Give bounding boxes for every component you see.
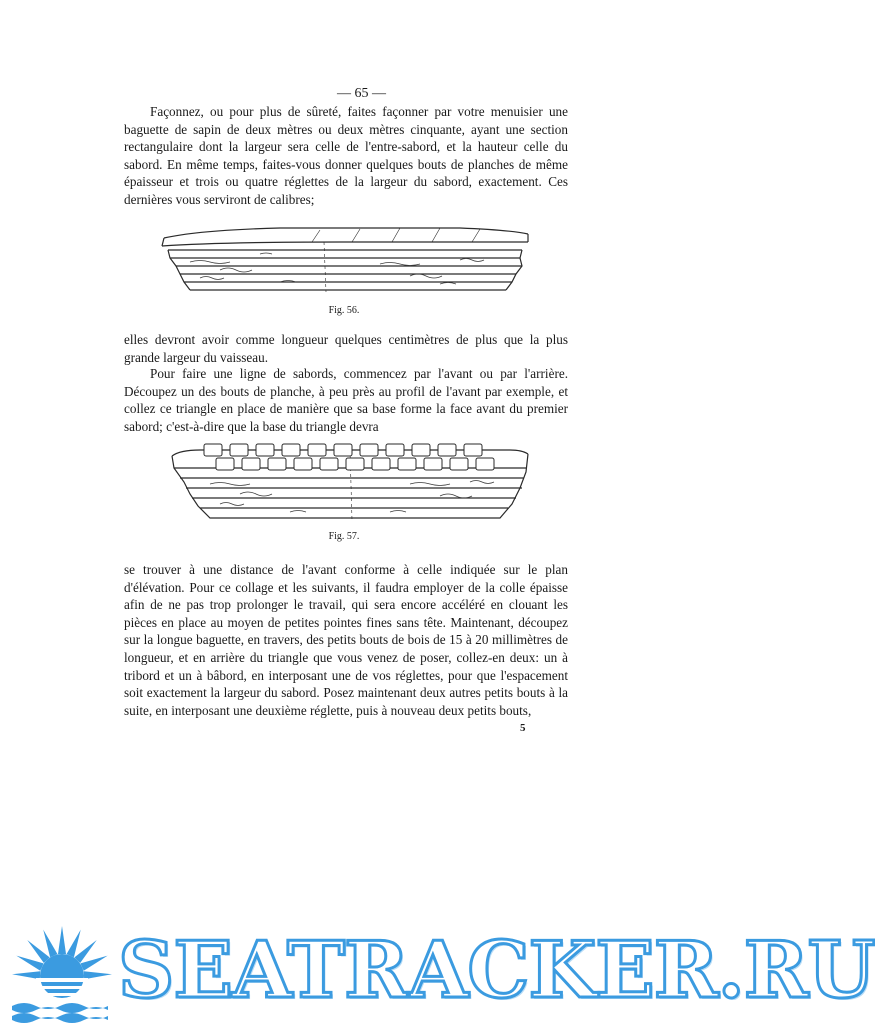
page-number: — 65 — <box>337 86 386 101</box>
paragraph-2: elles devront avoir comme longueur quelques centimètres de plus que la plus grande largeur du vaisseau. <box>124 332 568 365</box>
figure-57-hull-gunports <box>170 438 530 530</box>
paragraph-4: se trouver à une distance de l'avant conforme à celle indiquée sur le plan d'élévation. Pour ce collage et les suivants, il faudra employer de la colle épaisse afin de ne pas trop prolonger le travail, qui sera encore accéléré en clouant les pièces en place au moyen de petites pointes fines sans tête. Maintenant, découpez sur la longue baguette, en travers, des petits bouts de bois de 15 à 20 millimètres de longueur, et en arrière du triangle que vous venez de poser, collez-en deux: un à tribord et un à bâbord, en interposant une de vos réglettes, pour que l'espacement soit exactement la largeur du sabord. Posez maintenant deux autres petits bouts à la suite, en interposant une deuxième réglette, puis à nouveau deux petits bouts, <box>124 562 568 718</box>
sun-logo-icon <box>8 918 116 1026</box>
watermark-text: SEATRACKER.RU <box>118 925 875 1016</box>
paragraph-1: Façonnez, ou pour plus de sûreté, faites façonner par votre menuisier une baguette de sapin de deux mètres ou deux mètres cinquante, ayant une section rectangulaire dont la largeur sera celle de l'entre-sabord, et la hauteur celle du sabord. En même temps, faites-vous donner quelques bouts de planches de même épaisseur et trois ou quatre réglettes de la largeur du sabord, exactement. Ces dernières vous serviront de calibres; <box>124 104 568 207</box>
signature-mark: 5 <box>520 722 526 734</box>
paragraph-3: Pour faire une ligne de sabords, commencez par l'avant ou par l'arrière. Découpez un des bouts de planche, à peu près au profil de l'avant par exemple, et collez ce triangle en place de manière que sa base forme la face avant du premier sabord; c'est-à-dire que la base du triangle devra <box>124 366 568 434</box>
figure-57-caption: Fig. 57. <box>328 531 360 542</box>
figure-56-caption: Fig. 56. <box>328 305 360 316</box>
figure-56-hull-planking <box>160 220 532 298</box>
